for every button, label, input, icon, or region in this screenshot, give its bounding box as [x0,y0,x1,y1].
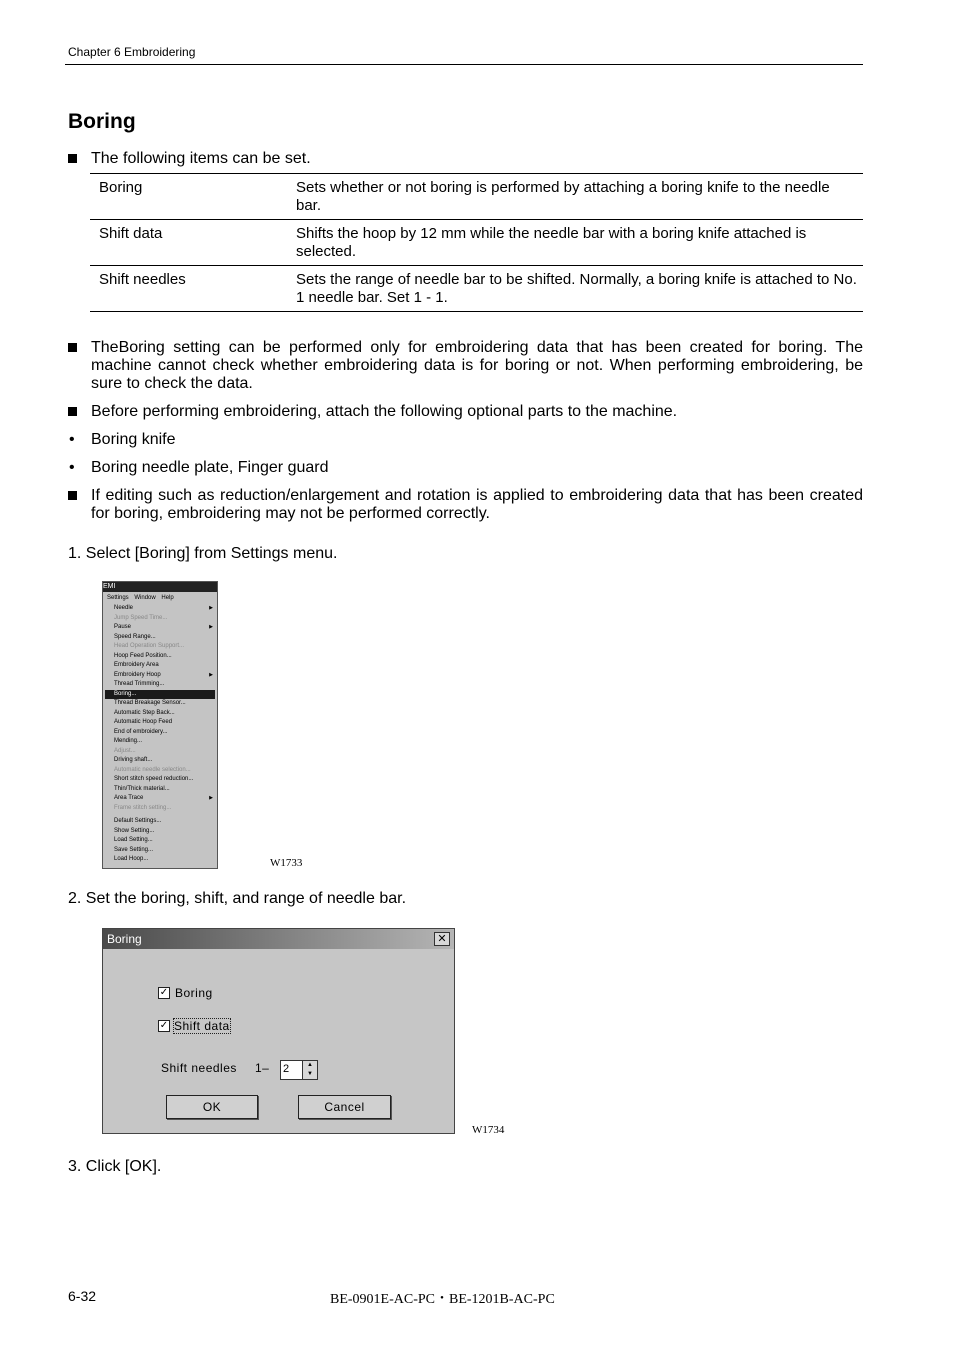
menu-item-label: Speed Range... [114,633,156,640]
menu-item[interactable] [105,718,215,728]
menu-item-label: Jump Speed Time... [114,614,168,621]
section-title: Boring [68,110,136,133]
app-titlebar [103,582,217,592]
menu-item-label: Hoop Feed Position... [114,652,172,659]
note-text: TheBoring setting can be performed only for embroidering data that has been created for boring. The machine cannot check whether embroidering data is for boring or not. When performing embroidering, be sure to check the data. [91,339,863,392]
menu-item-label: Embroidery Area [114,662,159,668]
menu-item[interactable] [105,623,215,633]
menu-item[interactable] [105,728,215,738]
menubar [103,593,217,603]
part-text: Boring needle plate, Finger guard [91,459,329,476]
menu-item[interactable] [105,652,215,662]
settings-dropdown [105,604,215,865]
menu-item-label: Save Setting... [114,846,154,853]
menu-item[interactable] [105,785,215,795]
table-item-cell: Boring [99,179,143,196]
square-bullet-icon [68,491,77,500]
dialog-title: Boring [107,932,142,946]
menu-item-label: Show Setting... [114,827,155,834]
menu-item[interactable] [105,690,215,700]
boring-checkbox[interactable]: ✓ [159,987,169,998]
menu-item[interactable] [105,775,215,785]
chapter-header: Chapter 6 Embroidering [68,45,196,59]
menu-item-label: Thread Trimming... [114,681,165,687]
cancel-button[interactable]: Cancel [298,1095,391,1119]
page-number: 6-32 [68,1288,97,1304]
menu-item[interactable] [105,737,215,747]
settings-menu-screenshot [102,581,218,869]
menu-item-label: Head Operation Support... [114,643,185,649]
menu-item-label: Driving shaft... [114,757,153,763]
dialog-titlebar [103,929,454,949]
table-row [90,266,863,312]
menu-item-label: Load Setting... [114,837,153,843]
menu-item[interactable] [105,699,215,709]
menu-item-label: Thin/Thick material... [114,785,170,792]
menu-item-label: Frame stitch setting... [114,804,172,811]
menu-item[interactable] [105,680,215,690]
menu-item-label: Automatic Step Back... [114,709,175,716]
menu-item-label: Load Hoop... [114,856,149,862]
model-footer: BE-0901E-AC-PC・BE-1201B-AC-PC [330,1292,555,1307]
table-item-cell: Shift needles [99,271,186,288]
figure-caption-2: W1734 [472,1124,505,1136]
boring-dialog-screenshot [102,928,455,1134]
note-bullet-2 [68,403,863,423]
menu-item-label: Thread Breakage Sensor... [114,700,186,706]
menu-item[interactable] [105,846,215,856]
table-desc-cell: Shifts the hoop by 12 mm while the needle bar with a boring knife attached is selected. [296,225,807,260]
submenu-arrow-icon: ▶ [209,671,213,678]
menu-item [105,804,215,814]
note-bullet-1 [68,339,863,395]
menu-item-label: Pause [114,624,132,630]
stepper-arrows-icon[interactable]: ▲ ▼ [302,1061,317,1079]
intro-text: The following items can be set. [91,150,311,167]
close-icon[interactable]: ✕ [434,932,450,946]
shift-needles-prefix: 1– [255,1061,270,1075]
figure-caption-1: W1733 [270,857,303,869]
submenu-arrow-icon: ▶ [209,795,213,801]
menu-item[interactable] [105,633,215,643]
menu-item[interactable] [105,836,215,846]
dot-bullet-icon: • [69,431,75,448]
boring-label: Boring [175,986,213,1000]
submenu-arrow-icon: ▶ [209,624,213,630]
square-bullet-icon [68,407,77,416]
menu-item[interactable] [105,661,215,671]
menu-item-label: Mending... [114,738,143,744]
note-text: Before performing embroidering, attach the following optional parts to the machine. [91,403,678,420]
part-text: Boring knife [91,431,176,448]
note-bullet-3 [68,487,863,527]
ok-button[interactable]: OK [166,1095,258,1119]
step-2: 2. Set the boring, shift, and range of needle bar. [68,890,407,907]
menu-settings[interactable]: Settings [107,595,129,601]
menu-item-label: Automatic Hoop Feed [114,719,173,725]
menu-item [105,614,215,624]
menu-item [105,766,215,776]
part-item-2 [68,459,863,479]
shift-needles-stepper[interactable] [280,1060,318,1080]
menu-item-label: Default Settings... [114,818,162,824]
square-bullet-icon [68,343,77,352]
menu-help[interactable]: Help [161,595,174,601]
menu-item-label: Needle [114,605,134,611]
settings-table [90,173,863,312]
menu-item-label: Boring... [114,690,137,697]
dot-bullet-icon: • [69,459,75,476]
table-row [90,220,863,266]
note-text: If editing such as reduction/enlargement and rotation is applied to embroidering data that has been created for boring, embroidering may not be performed correctly. [91,487,863,522]
shift-data-label: Shift data [174,1019,230,1033]
table-desc-cell: Sets whether or not boring is performed by attaching a boring knife to the needle bar. [296,179,830,214]
stepper-value: 2 [283,1063,290,1075]
part-item-1 [68,431,863,451]
table-desc-cell: Sets the range of needle bar to be shifted. Normally, a boring knife is attached to No. 1 needle bar. Set 1 - 1. [296,271,857,306]
menu-item [105,642,215,652]
menu-window[interactable]: Window [134,595,156,601]
menu-item[interactable] [105,827,215,837]
menu-item-label: Short stitch speed reduction... [114,776,194,782]
menu-item [105,747,215,757]
table-row [90,174,863,220]
table-item-cell: Shift data [99,225,163,242]
square-bullet-icon [68,154,77,163]
menu-item[interactable] [105,671,215,681]
intro-bullet [68,150,863,170]
menu-item-label: End of embroidery... [114,728,168,735]
menu-item[interactable] [105,709,215,719]
menu-item-label: Embroidery Hoop [114,671,161,678]
step-1: 1. Select [Boring] from Settings menu. [68,545,338,562]
menu-item[interactable] [105,604,215,614]
menu-item[interactable] [105,855,215,865]
app-title: EMI [103,583,116,590]
menu-item[interactable] [105,756,215,766]
submenu-arrow-icon: ▶ [209,605,213,611]
menu-item-label: Area Trace [114,795,144,801]
shift-data-checkbox[interactable]: ✓ [159,1020,169,1031]
menu-item[interactable] [105,817,215,827]
menu-item-label: Automatic needle selection... [114,766,191,773]
step-3: 3. Click [OK]. [68,1158,162,1175]
shift-needles-label: Shift needles [161,1061,237,1075]
header-rule [65,64,863,65]
menu-item[interactable] [105,794,215,804]
menu-item-label: Adjust... [114,747,136,754]
